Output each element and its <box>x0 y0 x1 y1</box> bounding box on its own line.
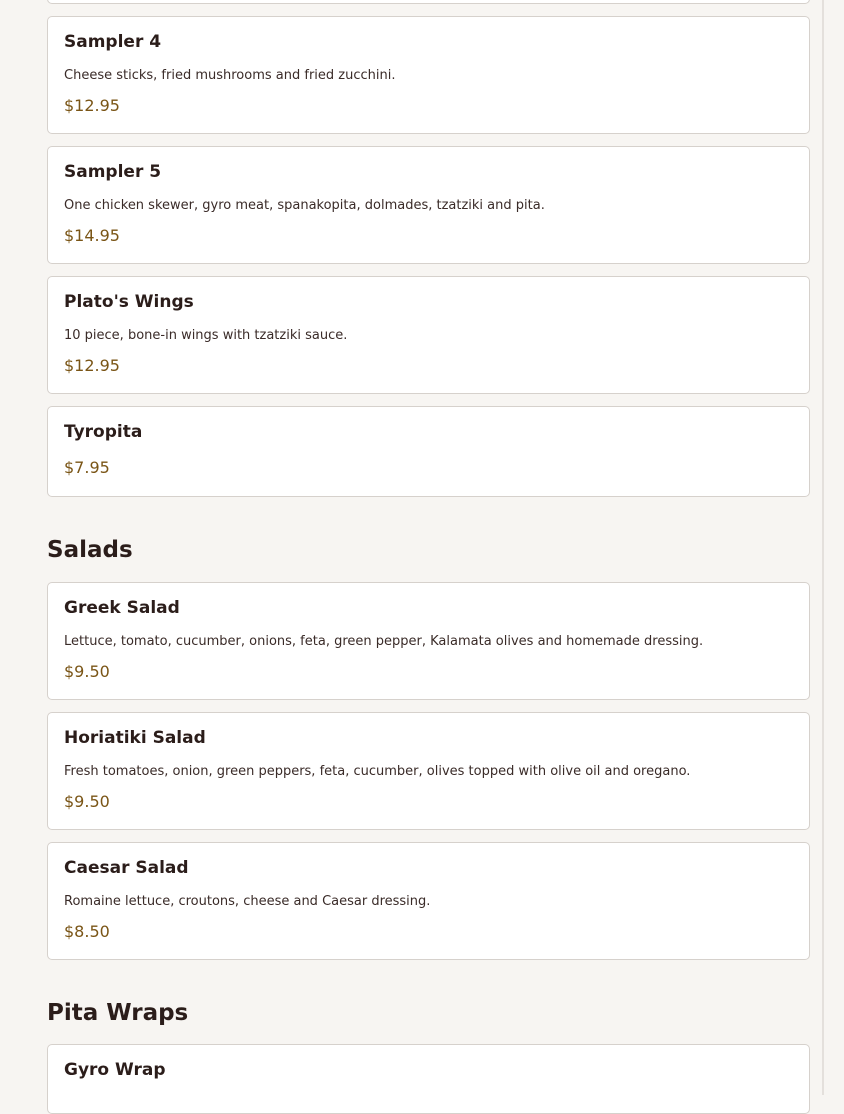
menu-item-name: Gyro Wrap <box>64 1060 166 1080</box>
menu-item-price: $7.95 <box>64 458 110 477</box>
menu-item-price: $9.50 <box>64 662 110 681</box>
menu-item-name: Caesar Salad <box>64 858 189 878</box>
menu-item-card-partial[interactable] <box>47 0 810 4</box>
section-title-salads: Salads <box>47 537 133 563</box>
menu-item-card[interactable] <box>47 842 810 960</box>
menu-item-name: Horiatiki Salad <box>64 728 206 748</box>
menu-item-description: Romaine lettuce, croutons, cheese and Caesar dressing. <box>64 894 431 909</box>
menu-item-card[interactable] <box>47 146 810 264</box>
menu-item-card[interactable] <box>47 276 810 394</box>
menu-item-price: $14.95 <box>64 226 120 245</box>
section-title-pita-wraps: Pita Wraps <box>47 1000 189 1026</box>
menu-item-description: Cheese sticks, fried mushrooms and fried zucchini. <box>64 68 396 83</box>
menu-item-card[interactable] <box>47 582 810 700</box>
menu-item-name: Sampler 5 <box>64 162 162 182</box>
page-divider <box>822 0 824 1095</box>
menu-item-description: One chicken skewer, gyro meat, spanakopita, dolmades, tzatziki and pita. <box>64 198 545 213</box>
menu-item-card[interactable] <box>47 712 810 830</box>
menu-item-price: $8.50 <box>64 922 110 941</box>
menu-item-description: 10 piece, bone-in wings with tzatziki sauce. <box>64 328 348 343</box>
menu-item-price: $12.95 <box>64 96 120 115</box>
menu-item-description: Lettuce, tomato, cucumber, onions, feta, green pepper, Kalamata olives and homemade dressing. <box>64 634 704 649</box>
menu-item-name: Greek Salad <box>64 598 180 618</box>
menu-item-card[interactable] <box>47 1044 810 1114</box>
menu-item-name: Plato's Wings <box>64 292 194 312</box>
menu-item-name: Tyropita <box>64 422 143 442</box>
menu-item-card[interactable] <box>47 406 810 497</box>
menu-item-card[interactable] <box>47 16 810 134</box>
menu-item-name: Sampler 4 <box>64 32 162 52</box>
menu-item-price: $9.50 <box>64 792 110 811</box>
menu-item-description: Fresh tomatoes, onion, green peppers, feta, cucumber, olives topped with olive oil and oregano. <box>64 764 691 779</box>
menu-item-price: $12.95 <box>64 356 120 375</box>
